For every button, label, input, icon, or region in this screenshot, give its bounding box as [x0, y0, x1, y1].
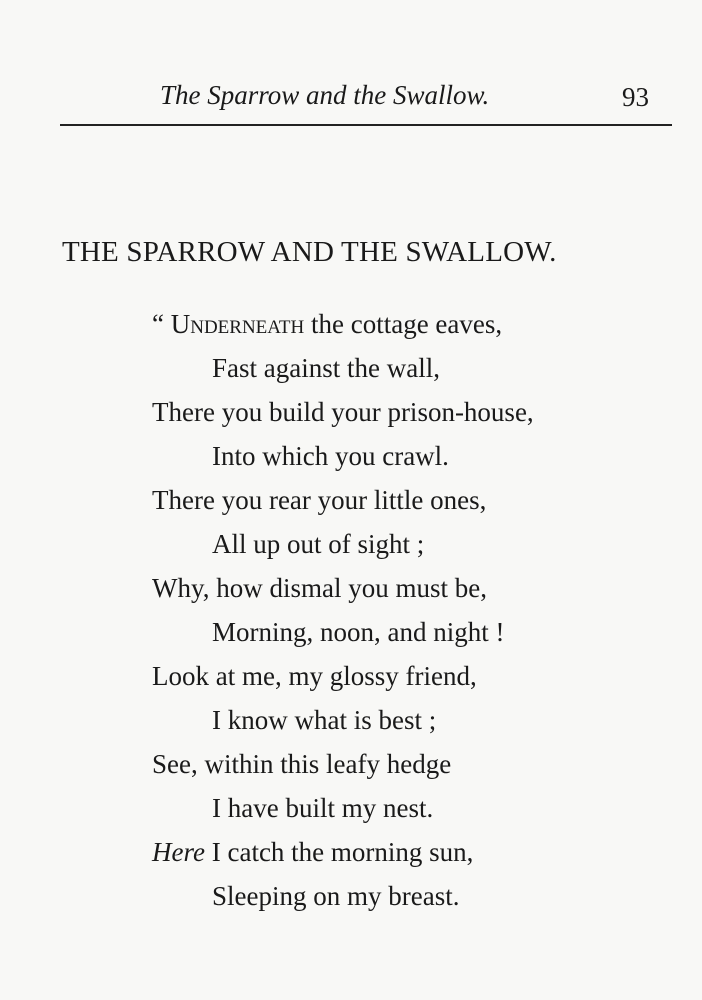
poem-line-8: Morning, noon, and night !: [212, 617, 505, 647]
line-13-rest: I catch the morning sun,: [204, 837, 474, 867]
first-word: Underneath: [170, 309, 305, 339]
emphasized-word: Here: [152, 837, 205, 867]
poem-line-11: See, within this leafy hedge: [152, 749, 452, 779]
page-number: 93: [622, 82, 649, 112]
poem-line-13: [152, 830, 473, 874]
poem-line-9: Look at me, my glossy friend,: [152, 661, 477, 691]
poem-title: THE SPARROW AND THE SWALLOW.: [62, 236, 557, 268]
poem-line-7: Why, how dismal you must be,: [152, 573, 487, 603]
poem-line-6: All up out of sight ;: [212, 529, 425, 559]
poem-line-4: Into which you crawl.: [212, 441, 449, 471]
first-line-rest: the cottage eaves,: [304, 309, 503, 339]
poem-line-14: Sleeping on my breast.: [212, 881, 460, 911]
poem-line-12: I have built my nest.: [212, 793, 434, 823]
running-header: [60, 80, 680, 120]
poem-line-3: There you build your prison-house,: [152, 397, 534, 427]
poem-line-2: Fast against the wall,: [212, 353, 440, 383]
running-title: The Sparrow and the Swallow.: [160, 80, 490, 110]
poem-line-1: [152, 302, 502, 346]
poem-line-10: I know what is best ;: [212, 705, 437, 735]
header-rule: [60, 124, 672, 126]
open-quote: “: [152, 309, 164, 339]
poem-line-5: There you rear your little ones,: [152, 485, 487, 515]
